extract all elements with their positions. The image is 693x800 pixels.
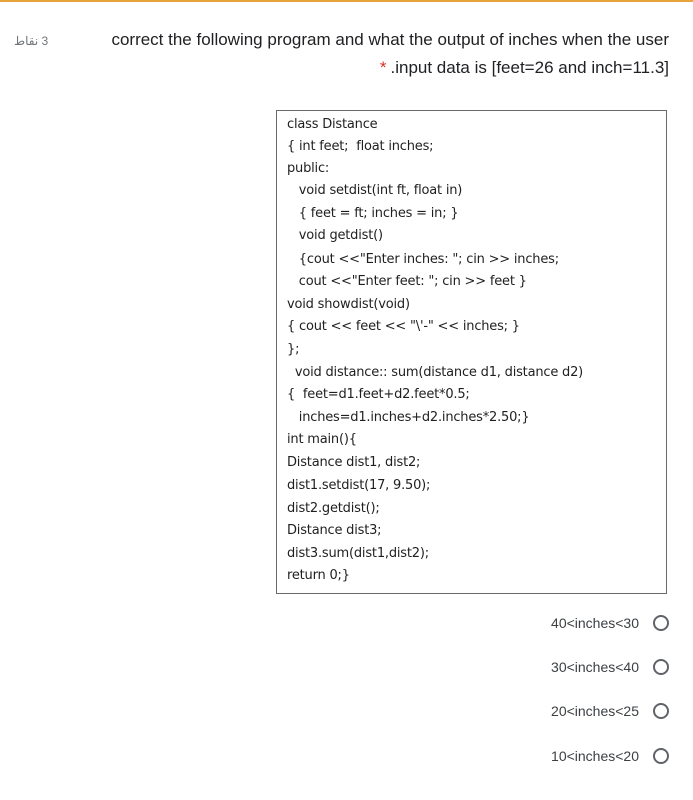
code-line: { feet=d1.feet+d2.feet*0.5; — [287, 387, 470, 402]
code-line: void getdist() — [287, 228, 383, 243]
radio-button[interactable] — [653, 703, 669, 719]
option-label: 30<inches<40 — [551, 659, 639, 675]
answer-option-1[interactable] — [551, 611, 669, 635]
radio-button[interactable] — [653, 659, 669, 675]
code-line: { cout << feet << "\'-" << inches; } — [287, 319, 520, 334]
code-line: }; — [287, 342, 300, 357]
question-text-line-2 — [380, 58, 669, 78]
code-line: dist3.sum(dist1,dist2); — [287, 546, 429, 561]
question-text-line-2-body: .input data is [feet=26 and inch=11.3] — [390, 58, 669, 77]
option-label: 40<inches<30 — [551, 615, 639, 631]
answer-option-4[interactable] — [551, 744, 669, 768]
code-line: void setdist(int ft, float in) — [287, 183, 463, 198]
code-line: public: — [287, 161, 330, 176]
code-line: { feet = ft; inches = in; } — [287, 206, 459, 221]
code-line: dist1.setdist(17, 9.50); — [287, 478, 431, 493]
code-line: Distance dist1, dist2; — [287, 455, 421, 470]
radio-button[interactable] — [653, 615, 669, 631]
radio-button[interactable] — [653, 748, 669, 764]
code-line: dist2.getdist(); — [287, 501, 380, 516]
code-line: cout <<"Enter feet: "; cin >> feet } — [287, 274, 527, 289]
points-label: 3 نقاط — [14, 34, 49, 48]
code-line: void showdist(void) — [287, 297, 410, 312]
code-line: class Distance — [287, 117, 378, 132]
code-line: void distance:: sum(distance d1, distance d2) — [287, 365, 584, 380]
code-line: return 0;} — [287, 568, 350, 583]
code-line: Distance dist3; — [287, 523, 382, 538]
code-line: int main(){ — [287, 432, 357, 447]
option-label: 20<inches<25 — [551, 703, 639, 719]
code-line: { int feet; float inches; — [287, 139, 434, 154]
code-line: {cout <<"Enter inches: "; cin >> inches; — [287, 252, 559, 267]
top-accent-rule — [0, 0, 693, 2]
code-line: inches=d1.inches+d2.inches*2.50;} — [287, 410, 530, 425]
option-label: 10<inches<20 — [551, 748, 639, 764]
required-asterisk: * — [379, 58, 387, 77]
answer-option-2[interactable] — [551, 655, 669, 679]
answer-option-3[interactable] — [551, 699, 669, 723]
code-image-box — [276, 110, 667, 594]
question-text-line-1: correct the following program and what the output of inches when the user — [111, 30, 669, 49]
